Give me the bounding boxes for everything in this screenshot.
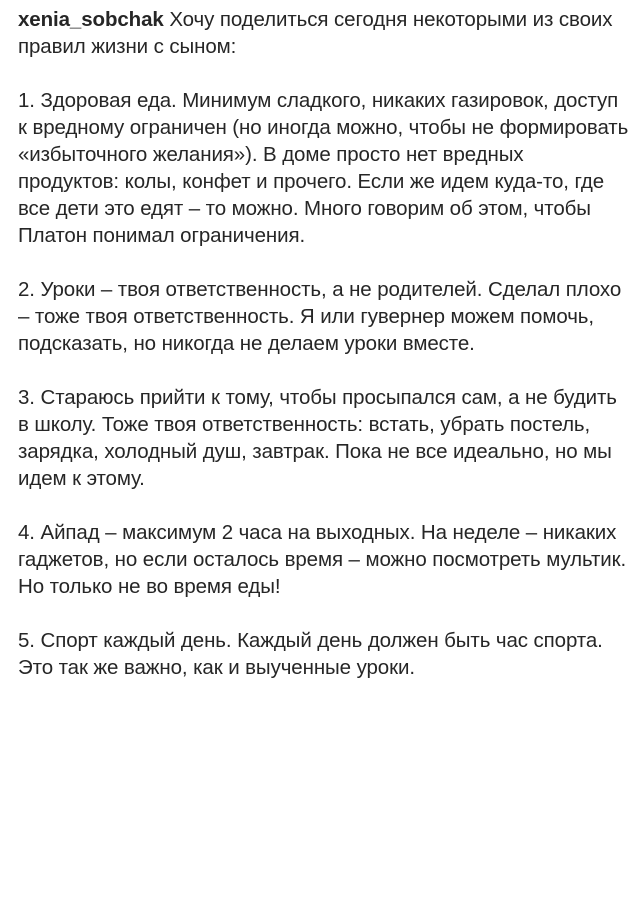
post-caption [18,6,630,681]
rule-item: 5. Спорт каждый день. Каждый день должен быть час спорта. Это так же важно, как и выученные уроки. [18,629,603,679]
caption-header [18,6,630,60]
username-link[interactable]: xenia_sobchak [18,8,164,31]
caption-intro: Хочу поделиться сегодня некоторыми из своих правил жизни с сыном: [18,8,613,58]
rule-item: 4. Айпад – максимум 2 часа на выходных. На неделе – никаких гаджетов, но если осталось время – можно посмотреть мультик. Но только не во время еды! [18,521,627,598]
rule-item: 3. Стараюсь прийти к тому, чтобы просыпался сам, а не будить в школу. Тоже твоя ответственность: встать, убрать постель, зарядка, холодный душ, завтрак. Пока не все идеально, но мы идем к этому. [18,386,617,490]
rule-item: 1. Здоровая еда. Минимум сладкого, никаких газировок, доступ к вредному ограничен (но иногда можно, чтобы не формировать «избыточного желания»). В доме просто нет вредных продуктов: колы, конфет и прочего. Если же идем куда-то, где все дети это едят – то можно. Много говорим об этом, чтобы Платон понимал ограничения. [18,89,629,247]
rule-item: 2. Уроки – твоя ответственность, а не родителей. Сделал плохо – тоже твоя ответственность. Я или гувернер можем помочь, подсказать, но никогда не делаем уроки вместе. [18,278,622,355]
